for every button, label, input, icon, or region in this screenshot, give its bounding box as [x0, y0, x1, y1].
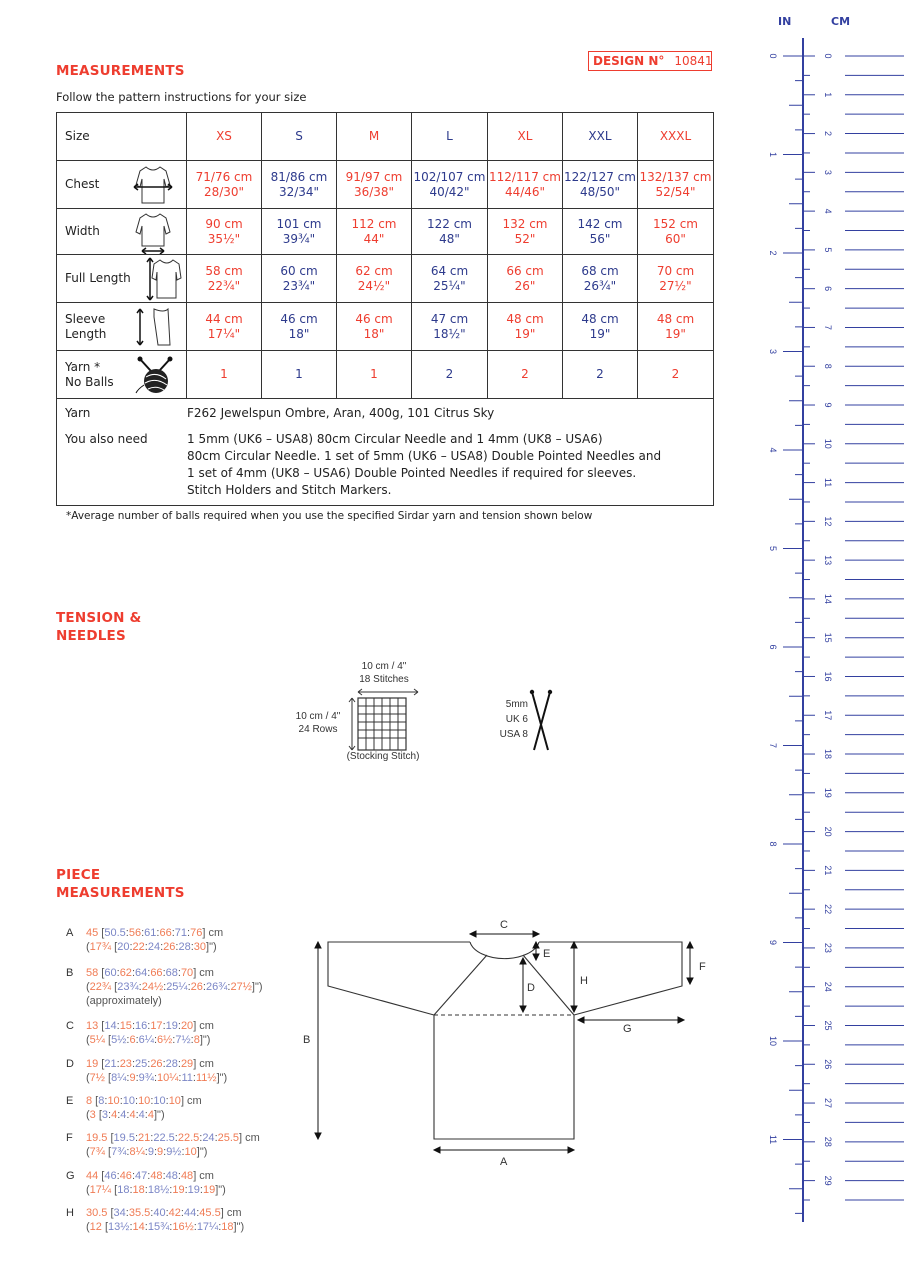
ruler-inch-number: 10: [768, 1035, 778, 1047]
ruler-cm-number: 29: [823, 1175, 833, 1186]
ruler-cm-number: 2: [823, 131, 833, 137]
ruler-cm-number: 18: [823, 749, 833, 760]
piece-letter: G: [66, 1170, 75, 1182]
sleeve-length-cell: 48 cm 19": [638, 303, 714, 351]
sleeve-length-cell: 48 cm 19": [488, 303, 563, 351]
piece-values: 44 [46:46:47:48:48:48] cm (17¼ [18:18:18½:19:19:19]"): [86, 1170, 226, 1196]
ruler-cm-number: 0: [823, 53, 833, 59]
sleeve-icon: [132, 305, 174, 349]
balls-footnote: *Average number of balls required when you use the specified Sirdar yarn and tension shown below: [66, 510, 593, 522]
ruler-in-label: IN: [778, 15, 792, 28]
ruler-cm-number: 8: [823, 363, 833, 369]
ruler-cm-number: 1: [823, 92, 833, 98]
ruler-cm-number: 20: [823, 826, 833, 837]
gauge-stitches-label: 18 Stitches: [359, 674, 409, 685]
chest-cell: 112/117 cm 44/46": [488, 161, 563, 209]
ruler-inch-number: 3: [768, 348, 778, 355]
ruler-cm-number: 24: [823, 981, 833, 992]
piece-measurements-title: PIECE MEASUREMENTS: [56, 867, 185, 901]
label-f: F: [699, 961, 706, 973]
gauge-height-label: 10 cm / 4": [295, 711, 341, 722]
label-c: C: [500, 919, 508, 931]
stitch-type-label: (Stocking Stitch): [346, 751, 420, 762]
chest-cell: 71/76 cm 28/30": [187, 161, 262, 209]
ruler-cm-number: 6: [823, 286, 833, 292]
yarn-value: F262 Jewelspun Ombre, Aran, 400g, 101 Citrus Sky: [187, 406, 495, 420]
label-d: D: [527, 982, 535, 994]
garment-schematic: [300, 915, 720, 1175]
ruler-cm-number: 10: [823, 438, 833, 449]
also-need-line: 80cm Circular Needle. 1 set of 5mm (UK6 – USA8) Double Pointed Needles and: [187, 449, 662, 463]
also-need-label: You also need: [65, 432, 148, 446]
full-length-cell: 68 cm 26¾": [563, 255, 638, 303]
piece-values: 13 [14:15:16:17:19:20] cm (5¼ [5½:6:6¼:6½:7½:8]"): [86, 1020, 214, 1046]
size-row: [57, 113, 714, 161]
label-g: G: [623, 1023, 632, 1035]
neckline: [470, 942, 539, 959]
width-cell: 112 cm 44": [337, 209, 412, 255]
sleeve-length-cell: 48 cm 19": [563, 303, 638, 351]
ruler-inch-number: 2: [768, 250, 778, 256]
yarn-balls-cell: 2: [638, 351, 714, 399]
piece-letter: E: [66, 1095, 74, 1107]
yarn-ball-icon: [134, 355, 174, 395]
sleeve-length-cell: 46 cm 18": [337, 303, 412, 351]
tension-title: TENSION & NEEDLES: [56, 610, 142, 644]
piece-letter: B: [66, 967, 74, 979]
sleeve-length-label: Sleeve Length: [57, 303, 187, 351]
ruler-cm-number: 22: [823, 904, 833, 915]
yarn-balls-cell: 2: [488, 351, 563, 399]
ruler-inch-number: 7: [768, 742, 778, 749]
ruler-cm-number: 12: [823, 516, 833, 527]
piece-letter: D: [66, 1058, 74, 1070]
width-row: [57, 209, 714, 255]
ruler-cm-number: 14: [823, 593, 833, 604]
chest-cell: 81/86 cm 32/34": [262, 161, 337, 209]
sleeve-length-cell: 46 cm 18": [262, 303, 337, 351]
ruler-inch-number: 1: [768, 151, 778, 158]
full-length-cell: 66 cm 26": [488, 255, 563, 303]
design-number-box: [588, 51, 712, 71]
chest-icon: [132, 163, 174, 207]
ruler-cm-number: 28: [823, 1136, 833, 1147]
yarn-balls-cell: 1: [187, 351, 262, 399]
ruler-cm-number: 27: [823, 1098, 833, 1109]
gauge-width-label: 10 cm / 4": [361, 661, 407, 672]
ruler-cm-number: 26: [823, 1059, 833, 1070]
full-length-label: Full Length: [57, 255, 187, 303]
piece-values: 58 [60:62:64:66:68:70] cm (22¾ [23¾:24½:25¼:26:26¾:27½]") (approximately): [86, 967, 263, 1007]
chest-cell: 122/127 cm 48/50": [563, 161, 638, 209]
measurements-title: MEASUREMENTS: [56, 63, 185, 79]
chest-cell: 91/97 cm 36/38": [337, 161, 412, 209]
width-label: Width: [57, 209, 187, 255]
yarn-balls-cell: 2: [563, 351, 638, 399]
piece-values: 19.5 [19.5:21:22.5:22.5:24:25.5] cm (7¾ [7¾:8¼:9:9:9½:10]"): [86, 1132, 260, 1158]
size-heading: S: [262, 113, 337, 161]
full-length-row: [57, 255, 714, 303]
full-length-icon: [146, 256, 182, 302]
ruler-cm-number: 11: [823, 477, 833, 488]
piece-letter: A: [66, 927, 74, 939]
garment-outline: [328, 942, 682, 1139]
full-length-cell: 64 cm 25¼": [412, 255, 488, 303]
also-need-line: 1 set of 4mm (UK8 – USA6) Double Pointed Needles if required for sleeves.: [187, 466, 637, 480]
width-cell: 152 cm 60": [638, 209, 714, 255]
label-e: E: [543, 948, 551, 960]
ruler-cm-number: 15: [823, 632, 833, 643]
size-label: Size: [57, 113, 187, 161]
yarn-info-row: [57, 399, 714, 506]
yarn-balls-row: [57, 351, 714, 399]
ruler: [750, 35, 905, 1225]
size-heading: L: [412, 113, 488, 161]
width-icon: [132, 210, 174, 254]
ruler-cm-number: 16: [823, 671, 833, 682]
gauge-rows-label: 24 Rows: [298, 724, 338, 735]
ruler-cm-number: 25: [823, 1020, 833, 1031]
label-h: H: [580, 975, 588, 987]
ruler-cm-number: 17: [823, 710, 833, 721]
full-length-cell: 58 cm 22¾": [187, 255, 262, 303]
needles-icon: [526, 688, 556, 754]
ruler-cm-number: 5: [823, 247, 833, 253]
chest-cell: 102/107 cm 40/42": [412, 161, 488, 209]
design-label: DESIGN N°: [593, 54, 665, 68]
ruler-inch-number: 11: [768, 1134, 778, 1145]
also-need-line: Stitch Holders and Stitch Markers.: [187, 483, 392, 497]
size-heading: XXXL: [638, 113, 714, 161]
yarn-balls-cell: 1: [337, 351, 412, 399]
width-cell: 101 cm 39¾": [262, 209, 337, 255]
size-heading: XL: [488, 113, 563, 161]
width-cell: 122 cm 48": [412, 209, 488, 255]
ruler-cm-number: 9: [823, 402, 833, 408]
needle-usa: USA 8: [499, 729, 528, 740]
yarn-info-cell: [57, 399, 714, 506]
full-length-cell: 70 cm 27½": [638, 255, 714, 303]
ruler-cm-number: 19: [823, 787, 833, 798]
piece-letter: C: [66, 1020, 74, 1032]
width-cell: 90 cm 35½": [187, 209, 262, 255]
ruler-cm-number: 7: [823, 324, 833, 330]
piece-values: 19 [21:23:25:26:28:29] cm (7½ [8¼:9:9¾:10¼:11:11½]"): [86, 1058, 228, 1084]
ruler-inch-number: 4: [768, 447, 778, 453]
full-length-cell: 60 cm 23¾": [262, 255, 337, 303]
size-heading: M: [337, 113, 412, 161]
intro-text: Follow the pattern instructions for your size: [56, 90, 307, 104]
yarn-balls-cell: 2: [412, 351, 488, 399]
piece-values: 30.5 [34:35.5:40:42:44:45.5] cm (12 [13½:14:15¾:16½:17¼:18]"): [86, 1207, 245, 1233]
piece-values: 8 [8:10:10:10:10:10] cm (3 [3:4:4:4:4:4]"): [86, 1095, 202, 1121]
piece-letter: H: [66, 1207, 74, 1219]
needle-mm: 5mm: [505, 699, 528, 710]
size-heading: XS: [187, 113, 262, 161]
piece-letter: F: [66, 1132, 73, 1144]
sleeve-length-cell: 44 cm 17¼": [187, 303, 262, 351]
ruler-cm-number: 3: [823, 169, 833, 175]
ruler-cm-number: 21: [823, 865, 833, 876]
measurements-table: [56, 112, 714, 506]
chest-label: Chest: [57, 161, 187, 209]
yarn-label: Yarn: [65, 406, 91, 420]
piece-values: 45 [50.5:56:61:66:71:76] cm (17¾ [20:22:24:26:28:30]"): [86, 927, 224, 953]
ruler-inch-number: 9: [768, 939, 778, 946]
label-a: A: [500, 1156, 508, 1168]
ruler-cm-label: CM: [831, 15, 851, 28]
ruler-cm-number: 13: [823, 555, 833, 566]
ruler-inch-number: 0: [768, 53, 778, 59]
ruler-cm-number: 4: [823, 208, 833, 214]
tension-swatch-icon: [340, 686, 432, 752]
label-b: B: [303, 1034, 311, 1046]
yarn-balls-label: Yarn * No Balls: [57, 351, 187, 399]
ruler-cm-number: 23: [823, 942, 833, 953]
also-need-line: 1 5mm (UK6 – USA8) 80cm Circular Needle and 1 4mm (UK8 – USA6): [187, 432, 603, 446]
width-cell: 142 cm 56": [563, 209, 638, 255]
size-heading: XXL: [563, 113, 638, 161]
full-length-cell: 62 cm 24½": [337, 255, 412, 303]
width-cell: 132 cm 52": [488, 209, 563, 255]
design-number: 10841: [674, 54, 713, 68]
chest-row: [57, 161, 714, 209]
chest-cell: 132/137 cm 52/54": [638, 161, 714, 209]
yarn-balls-cell: 1: [262, 351, 337, 399]
sleeve-length-row: [57, 303, 714, 351]
needle-uk: UK 6: [505, 714, 528, 725]
ruler-inch-number: 5: [768, 545, 778, 552]
sleeve-length-cell: 47 cm 18½": [412, 303, 488, 351]
ruler-inch-number: 6: [768, 644, 778, 650]
ruler-inch-number: 8: [768, 841, 778, 847]
